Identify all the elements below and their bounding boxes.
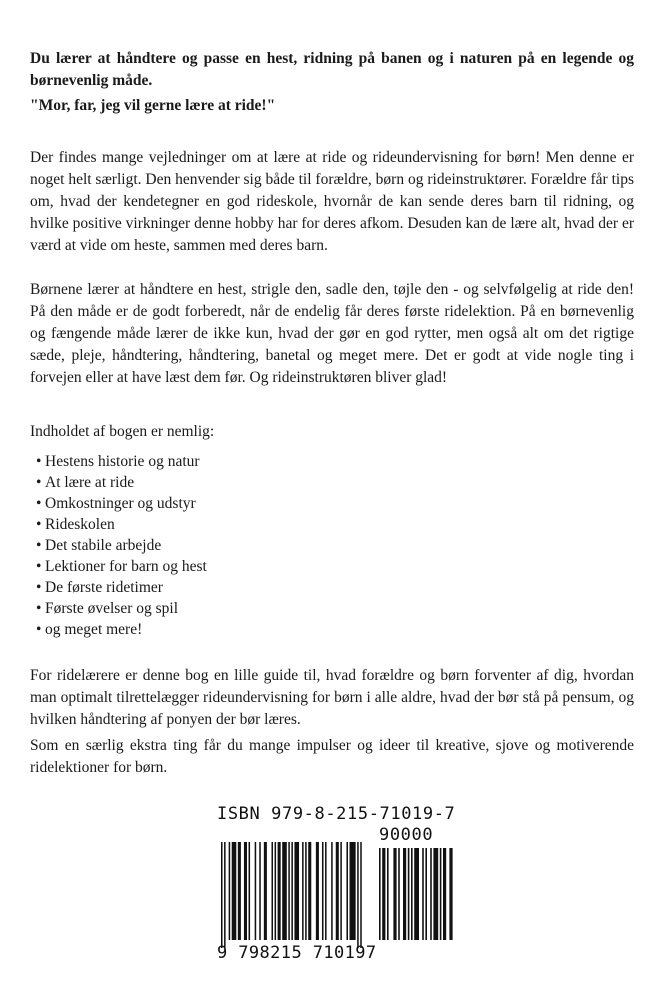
paragraph-parents: Der findes mange vejledninger om at lære at ride og rideundervisning for børn! Men denne er noget helt særligt. Den henvender sig både til forældre, børn og rideinstruktører. Forældre får tips om, hvad der kendetegner en god rideskole, hvornår de kan sende deres barn til ridning, og hvilke positive virkninger denne hobby har for deres afkom. Desuden kan de lære alt, hvad der er værd at vide om heste, sammen med deres barn. <box>30 149 634 254</box>
list-item: • Rideskolen <box>36 516 115 533</box>
intro-line-2: "Mor, far, jeg vil gerne lære at ride!" <box>30 97 276 114</box>
bullet-icon: • <box>36 516 42 533</box>
bullet-icon: • <box>36 453 42 470</box>
list-item: • Lektioner for barn og hest <box>36 558 207 575</box>
intro-line-1: Du lærer at håndtere og passe en hest, ridning på banen og i naturen på en legende og børnevenlig måde. <box>30 50 634 89</box>
paragraph-extra: Som en særlig ekstra ting får du mange impulser og ideer til kreative, sjove og motiverende ridelektioner for børn. <box>30 737 634 776</box>
bullet-icon: • <box>36 537 42 554</box>
contents-list <box>36 451 207 640</box>
list-item: • Omkostninger og udstyr <box>36 495 196 512</box>
list-item: • Det stabile arbejde <box>36 537 162 554</box>
contents-title: Indholdet af bogen er nemlig: <box>30 423 215 440</box>
isbn-barcode <box>217 804 457 970</box>
bullet-icon: • <box>36 600 42 617</box>
bullet-icon: • <box>36 495 42 512</box>
bullet-icon: • <box>36 474 42 491</box>
bullet-icon: • <box>36 621 42 638</box>
ean-digits: 9 798215 710197 <box>217 943 377 963</box>
list-item: • Hestens historie og natur <box>36 453 200 470</box>
list-item: • og meget mere! <box>36 621 143 638</box>
list-item: • At lære at ride <box>36 474 135 491</box>
paragraph-children: Børnene lærer at håndtere en hest, strigle den, sadle den, tøjle den - og selvfølgelig at ride den! På den måde er de godt forberedt, når de endelig får deres første ridelektion. På en børnevenlig og fængende måde lærer de ikke kun, hvad der gør en god rytter, men også alt om det rigtige sæde, pleje, håndtering, håndtering, banetal og meget mere. Det er godt at vide nogle ting i forvejen eller at have læst dem før. Og rideinstruktøren bliver glad! <box>30 281 634 386</box>
bullet-icon: • <box>36 579 42 596</box>
isbn-label: ISBN 979-8-215-71019-7 <box>217 804 456 824</box>
paragraph-instructors: For ridelærere er denne bog en lille guide til, hvad forældre og børn forventer af dig, hvordan man optimalt tilrettelægger rideundervisning for børn i alle aldre, hvad der bør stå på pensum, og hvilken håndtering af ponyen der bør læres. <box>30 667 634 728</box>
list-item: • Første øvelser og spil <box>36 600 179 617</box>
list-item: • De første ridetimer <box>36 579 163 596</box>
bullet-icon: • <box>36 558 42 575</box>
price-code: 90000 <box>379 825 434 845</box>
